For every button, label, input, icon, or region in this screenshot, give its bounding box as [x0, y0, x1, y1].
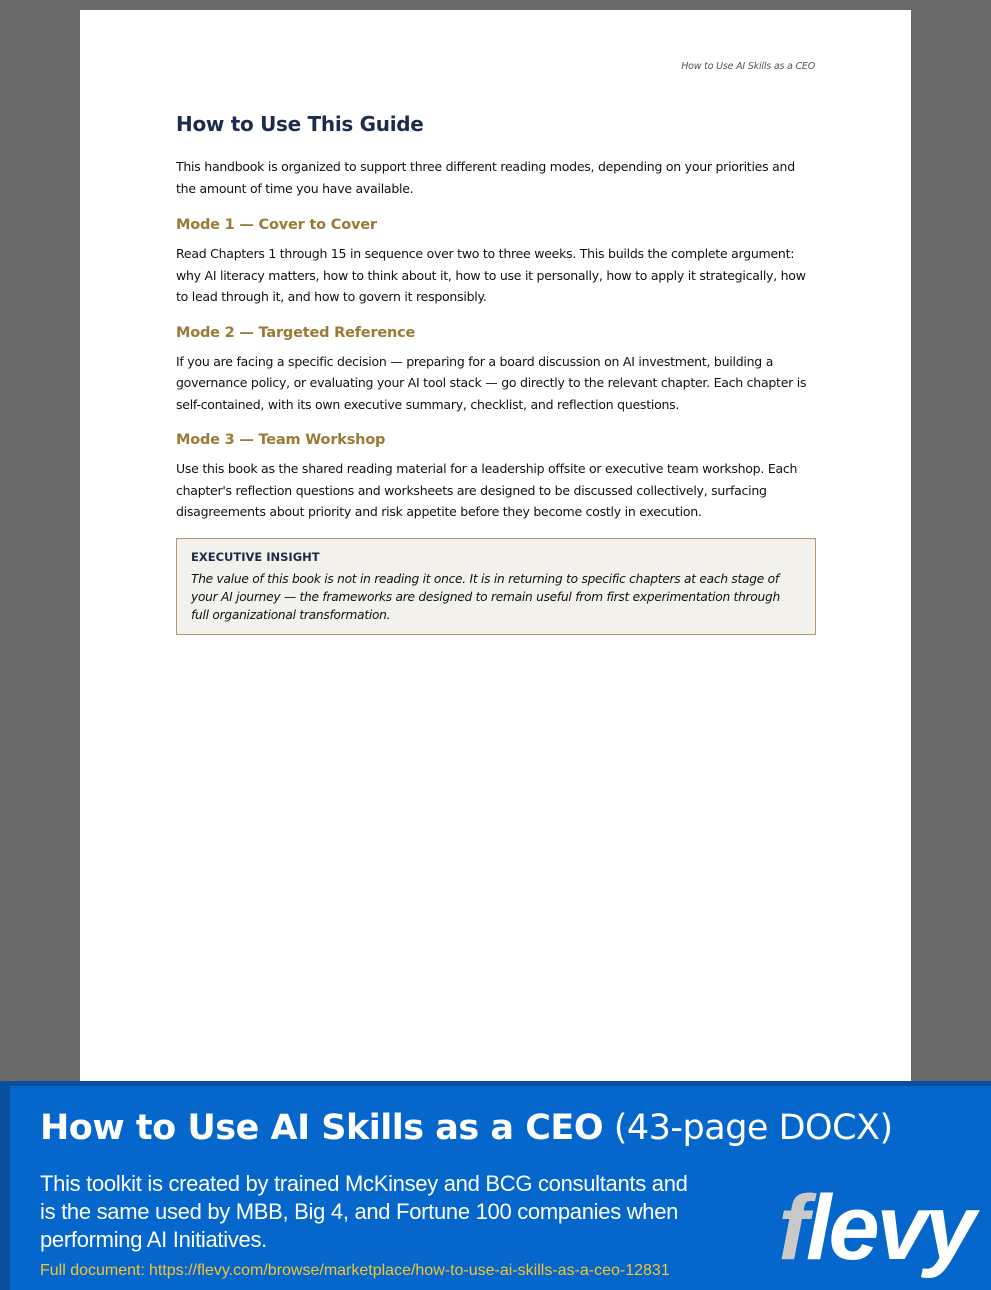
link-prefix: Full document:: [40, 1262, 145, 1279]
mode-2-body: If you are facing a specific decision — preparing for a board discussion on AI investment, building a governance policy, or evaluating your AI tool stack — go directly to the relevant chapter. Each chapter is self-contained, with its own executive summary, checklist, and reflection questions.: [176, 353, 807, 412]
logo-rest: levy: [805, 1177, 973, 1279]
intro-paragraph: This handbook is organized to support three different reading modes, depending on your priorities and the amount of time you have available.: [176, 159, 795, 196]
mode-2-section: [176, 323, 816, 416]
mode-2-heading: Mode 2 — Targeted Reference: [176, 324, 416, 341]
banner-title-main: How to Use AI Skills as a CEO: [40, 1108, 604, 1148]
link-url[interactable]: https://flevy.com/browse/marketplace/how-to-use-ai-skills-as-a-ceo-12831: [148, 1262, 670, 1279]
mode-3-body: Use this book as the shared reading material for a leadership offsite or executive team workshop. Each chapter's reflection questions and worksheets are designed to be discussed collectively, surfacing disagreements about priority and risk appetite before they become costly in execution.: [176, 461, 798, 519]
banner-title: [40, 1108, 893, 1148]
page-content: [176, 112, 816, 635]
banner-title-sub: (43-page DOCX): [613, 1108, 893, 1148]
promo-banner: [0, 1081, 991, 1290]
executive-insight-box: [176, 538, 816, 635]
mode-1-body: Read Chapters 1 through 15 in sequence over two to three weeks. This builds the complete argument: why AI literacy matters, how to think about it, how to use it personally, how to apply it strategically, how to lead through it, and how to govern it responsibly.: [176, 246, 806, 304]
insight-text: The value of this book is not in reading it once. It is in returning to specific chapters at each stage of your AI journey — the frameworks are designed to remain useful from first experimentation through full organizational transformation.: [191, 571, 780, 622]
mode-3-section: [176, 430, 816, 523]
logo-first-letter: f: [778, 1177, 806, 1279]
insight-label: EXECUTIVE INSIGHT: [191, 549, 320, 564]
flevy-logo[interactable]: [778, 1178, 973, 1278]
mode-3-heading: Mode 3 — Team Workshop: [176, 432, 386, 448]
banner-description: This toolkit is created by trained McKinsey and BCG consultants and is the same used by MBB, Big 4, and Fortune 100 companies when performing AI Initiatives.: [40, 1171, 688, 1252]
mode-1-section: [176, 215, 816, 308]
mode-1-heading: Mode 1 — Cover to Cover: [176, 217, 377, 233]
document-page: [80, 10, 911, 1082]
running-header: How to Use AI Skills as a CEO: [681, 61, 815, 72]
full-document-link[interactable]: [40, 1262, 670, 1280]
page-title: How to Use This Guide: [176, 112, 424, 136]
